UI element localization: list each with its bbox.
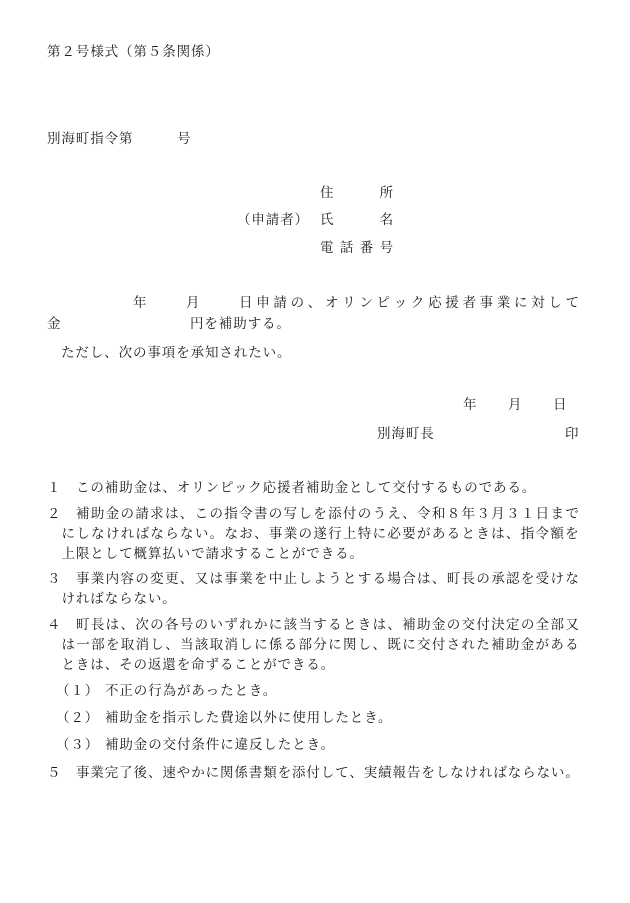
application-year-label: 年 [133, 295, 148, 311]
character: に [514, 295, 529, 311]
character: い [209, 617, 224, 633]
character: 日 [535, 506, 551, 522]
character: は [164, 506, 180, 522]
character: 受 [535, 571, 551, 587]
character: の [268, 506, 284, 522]
character: の [194, 617, 210, 633]
character: 書 [253, 506, 269, 522]
character: な [180, 526, 195, 542]
character: 部 [91, 637, 106, 653]
sub-item-text: 補助金を指示した費途以外に使用したとき。 [105, 710, 393, 726]
character: を [105, 637, 121, 653]
character: ８ [446, 506, 462, 522]
character: の [446, 617, 462, 633]
character: に [402, 637, 417, 653]
applicant-role-label: （申請者） [237, 212, 309, 228]
character: と [342, 571, 358, 587]
directive-number-prefix: 別海町指令第 [47, 131, 134, 147]
character: 、 [402, 506, 417, 522]
character: は [209, 571, 224, 587]
condition-line [76, 504, 580, 524]
character: ッ [393, 295, 409, 311]
character: 業 [283, 526, 299, 542]
character: 助 [417, 617, 432, 633]
character: 事 [479, 295, 495, 311]
condition-number: １ [47, 480, 62, 496]
character: 付 [476, 617, 491, 633]
issue-month-label: 月 [508, 397, 523, 413]
character: に [61, 526, 76, 542]
character: す [357, 571, 373, 587]
issue-day-label: 日 [553, 397, 568, 413]
character: け [550, 571, 565, 587]
issue-year-label: 年 [463, 397, 478, 413]
character: 、 [120, 617, 135, 633]
character: 又 [565, 617, 580, 633]
character: オ [324, 295, 340, 311]
character: の [290, 295, 305, 311]
character: 合 [402, 571, 417, 587]
character: え [387, 506, 402, 522]
character: て [565, 295, 580, 311]
character: が [417, 526, 432, 542]
condition-line [76, 569, 580, 589]
character: し [357, 637, 373, 653]
character: 、 [431, 571, 447, 587]
character: け [105, 526, 121, 542]
character: さ [446, 637, 462, 653]
character: 決 [491, 617, 506, 633]
character: 変 [150, 571, 165, 587]
character: 特 [357, 526, 373, 542]
character: 業 [496, 295, 512, 311]
condition-line: この補助金は、オリンピック応援者補助金として交付するものである。 [76, 480, 537, 496]
character: 当 [180, 637, 195, 653]
sub-item-text: 不正の行為があったとき。 [105, 683, 278, 699]
condition-line: ければならない。 [61, 591, 177, 607]
character: 要 [402, 526, 417, 542]
character: 補 [491, 637, 506, 653]
character: 、 [307, 295, 323, 311]
character: 内 [105, 571, 121, 587]
character: ま [550, 506, 565, 522]
character: る [328, 617, 343, 633]
character: ら [165, 526, 180, 542]
character: の [135, 571, 150, 587]
character: を [313, 506, 328, 522]
character: 部 [298, 637, 313, 653]
character: 行 [328, 526, 343, 542]
character: が [535, 637, 550, 653]
character: 応 [428, 295, 443, 311]
character: る [446, 526, 462, 542]
character: う [328, 571, 343, 587]
character: の [209, 506, 224, 522]
character: 。 [209, 526, 225, 542]
character: る [372, 571, 387, 587]
character: い [194, 526, 210, 542]
character: を [520, 571, 536, 587]
character: 町 [76, 617, 91, 633]
character: ３ [476, 506, 491, 522]
condition-number: ３ [47, 571, 62, 587]
character: 止 [283, 571, 298, 587]
condition-line: 上限として概算払いで請求することができる。 [61, 546, 364, 562]
character: 事 [268, 526, 284, 542]
character: 該 [283, 617, 298, 633]
character: 、 [372, 637, 387, 653]
character: 番 [359, 240, 375, 256]
character: 対 [531, 295, 546, 311]
sub-item-number: （１） [56, 683, 100, 699]
seal-mark: 印 [565, 426, 580, 442]
character: な [224, 526, 239, 542]
character: お [239, 526, 254, 542]
character: 消 [135, 637, 150, 653]
character: 補 [402, 617, 417, 633]
character: 令 [239, 506, 254, 522]
character: 次 [135, 617, 150, 633]
character: 、 [165, 637, 180, 653]
character: れ [461, 637, 476, 653]
character: は [61, 637, 76, 653]
character: れ [239, 617, 254, 633]
character: 、 [179, 506, 195, 522]
character: 額 [550, 526, 565, 542]
character: 場 [387, 571, 402, 587]
character: 認 [506, 571, 521, 587]
character: 助 [90, 506, 106, 522]
application-statement [239, 293, 580, 313]
character: 添 [328, 506, 343, 522]
character: る [283, 637, 299, 653]
character: 中 [268, 571, 284, 587]
character: 補 [76, 506, 91, 522]
character: 長 [90, 617, 106, 633]
character: に [254, 637, 269, 653]
sub-item-text: 補助金の交付条件に違反したとき。 [105, 737, 335, 753]
character: を [565, 526, 580, 542]
character: た [476, 637, 491, 653]
character: 遂 [313, 526, 328, 542]
condition-line [62, 524, 581, 544]
character: 定 [506, 617, 521, 633]
character: 既 [387, 637, 402, 653]
character: 町 [446, 571, 462, 587]
character: 年 [461, 506, 476, 522]
character: し [239, 637, 254, 653]
character: 和 [431, 506, 447, 522]
proviso-text: ただし、次の事項を承知されたい。 [61, 345, 292, 361]
character: 長 [461, 571, 476, 587]
character: 一 [76, 637, 91, 653]
character: し [548, 295, 563, 311]
character: 号 [179, 617, 195, 633]
character: に [372, 526, 387, 542]
character: る [565, 637, 580, 653]
character: 上 [342, 526, 358, 542]
character: の [150, 617, 165, 633]
character: は [372, 617, 387, 633]
character: 業 [239, 571, 254, 587]
character: 部 [550, 617, 565, 633]
character: 分 [313, 637, 328, 653]
character: 全 [535, 617, 551, 633]
character: 当 [298, 617, 313, 633]
character: 号 [379, 240, 394, 256]
character: 日 [239, 295, 254, 311]
character: 取 [120, 637, 136, 653]
name-label [320, 210, 394, 230]
character: に [328, 637, 343, 653]
character: な [150, 526, 165, 542]
character: 名 [379, 212, 394, 228]
character: 係 [268, 637, 284, 653]
character: 関 [342, 637, 358, 653]
character: 令 [535, 526, 550, 542]
character: 金 [431, 617, 447, 633]
character: こ [194, 506, 210, 522]
sub-item-number: （２） [56, 710, 100, 726]
character: す [313, 617, 328, 633]
character: 該 [194, 637, 210, 653]
character: し [76, 526, 91, 542]
condition-line: 事業完了後、速やかに関係書類を添付して、実績報告をしなければならない。 [76, 765, 580, 781]
amount-suffix: 円を補助する。 [190, 316, 291, 332]
character: に [268, 617, 284, 633]
character: は [417, 571, 432, 587]
character: 求 [150, 506, 165, 522]
phone-label [320, 238, 394, 258]
character: き [357, 617, 373, 633]
character: 更 [164, 571, 180, 587]
condition-number: ５ [47, 765, 62, 781]
character: 月 [491, 506, 506, 522]
character: 所 [379, 185, 394, 201]
character: 写 [283, 506, 298, 522]
character: 必 [387, 526, 402, 542]
character: 、 [179, 571, 195, 587]
character: 交 [417, 637, 432, 653]
character: 、 [387, 617, 402, 633]
character: 取 [209, 637, 225, 653]
character: き [476, 526, 491, 542]
sub-item-number: （３） [56, 737, 100, 753]
character: う [372, 506, 387, 522]
character: 話 [339, 240, 355, 256]
character: 事 [76, 571, 91, 587]
character: れ [120, 526, 136, 542]
character: ず [224, 617, 239, 633]
condition-line [76, 615, 580, 635]
character: 金 [105, 506, 121, 522]
character: 氏 [320, 212, 335, 228]
character: 住 [320, 185, 335, 201]
character: 指 [520, 526, 536, 542]
character: の [120, 506, 135, 522]
character: 電 [320, 240, 335, 256]
character: で [565, 506, 580, 522]
character: ば [135, 526, 150, 542]
character: 金 [520, 637, 536, 653]
condition-line [62, 635, 581, 655]
application-month-label: 月 [186, 295, 201, 311]
condition-line: ときは、その返還を命ずることができる。 [61, 657, 336, 673]
character: な [565, 571, 580, 587]
character: あ [550, 637, 565, 653]
character: ピ [376, 295, 391, 311]
character: は [105, 617, 121, 633]
character: し [298, 571, 313, 587]
character: の [298, 526, 313, 542]
character: 又 [194, 571, 210, 587]
character: 請 [273, 295, 288, 311]
amount-prefix: 金 [47, 316, 62, 332]
character: し [298, 506, 313, 522]
character: 助 [505, 637, 521, 653]
character: ン [359, 295, 374, 311]
character: 、 [254, 526, 269, 542]
character: 交 [461, 617, 476, 633]
condition-number: ４ [47, 617, 62, 633]
character: の [520, 617, 536, 633]
character: と [461, 526, 476, 542]
character: 事 [224, 571, 239, 587]
character: 業 [90, 571, 106, 587]
character: １ [520, 506, 536, 522]
character: 消 [224, 637, 239, 653]
address-label [320, 183, 394, 203]
character: 援 [445, 295, 460, 311]
character: 令 [417, 506, 432, 522]
character: 指 [224, 506, 239, 522]
character: 容 [120, 571, 135, 587]
character: 、 [505, 526, 521, 542]
form-number: 第２号様式（第５条関係） [47, 44, 220, 60]
character: 請 [135, 506, 150, 522]
character: は [491, 526, 506, 542]
character: の [476, 571, 491, 587]
character: を [253, 571, 269, 587]
character: 付 [342, 506, 358, 522]
character: よ [313, 571, 328, 587]
character: ク [410, 295, 426, 311]
character: ３ [506, 506, 521, 522]
character: 各 [164, 617, 180, 633]
condition-number: ２ [47, 506, 62, 522]
character: あ [431, 526, 447, 542]
character: リ [342, 295, 357, 311]
character: か [253, 617, 269, 633]
issuer-title: 別海町長 [377, 426, 435, 442]
character: と [342, 617, 358, 633]
character: な [91, 526, 106, 542]
character: し [150, 637, 165, 653]
directive-number-suffix: 号 [177, 131, 192, 147]
character: 者 [462, 295, 477, 311]
character: の [357, 506, 373, 522]
character: 付 [431, 637, 447, 653]
character: 承 [491, 571, 506, 587]
character: 申 [256, 295, 271, 311]
